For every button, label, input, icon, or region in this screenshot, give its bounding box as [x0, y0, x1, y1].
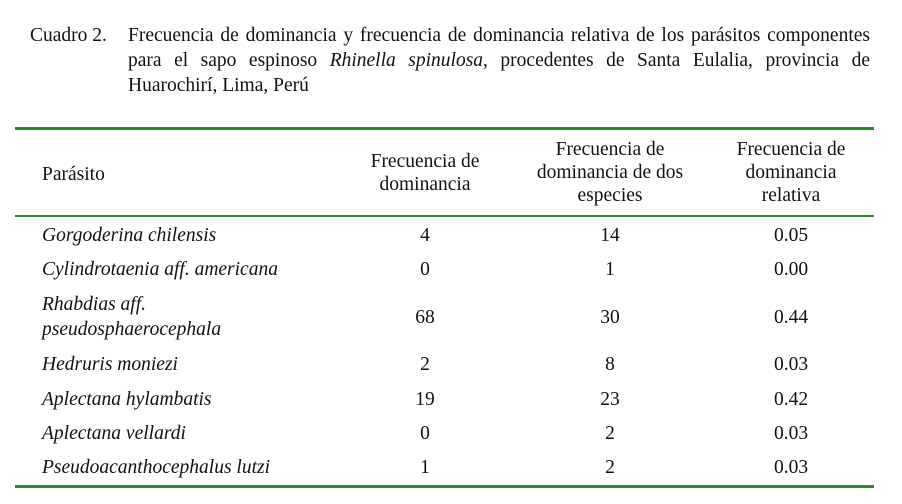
header-line: relativa — [761, 185, 821, 206]
relative-dominance-value: 0.03 — [773, 457, 809, 478]
parasite-name: Pseudoacanthocephalus lutzi — [42, 457, 271, 478]
header-two-species-dominance — [505, 138, 715, 207]
header-dominance-frequency — [340, 150, 510, 196]
dominance-value: 1 — [420, 457, 430, 478]
header-relative-dominance — [705, 138, 877, 207]
relative-dominance-value: 0.00 — [773, 259, 809, 280]
caption-text-after: , procedentes de Santa Eulalia, provincia de Huarochirí, Lima, Perú — [128, 50, 870, 96]
two-species-dominance-value: 14 — [600, 225, 620, 246]
two-species-dominance-value: 30 — [600, 307, 620, 328]
parasite-name: Cylindrotaenia aff. americana — [42, 259, 278, 280]
two-species-dominance-value: 2 — [605, 423, 615, 444]
parasite-name: Aplectana vellardi — [42, 423, 186, 444]
parasite-name: Aplectana hylambatis — [42, 389, 212, 410]
dominance-value: 19 — [415, 389, 435, 410]
header-line: dominancia de dos — [536, 162, 684, 183]
relative-dominance-value: 0.05 — [773, 225, 809, 246]
header-line: Frecuencia de — [736, 139, 846, 160]
header-parasite: Parásito — [42, 164, 105, 185]
header-line: Frecuencia de — [370, 151, 480, 172]
table-top-rule — [15, 127, 874, 130]
two-species-dominance-value: 23 — [600, 389, 620, 410]
parasite-name: Gorgoderina chilensis — [42, 225, 217, 246]
dominance-value: 0 — [420, 259, 430, 280]
header-line: dominancia — [379, 174, 471, 195]
header-line: dominancia — [745, 162, 837, 183]
header-line: Frecuencia de — [555, 139, 665, 160]
caption-label: Cuadro 2. — [30, 25, 107, 46]
relative-dominance-value: 0.44 — [773, 307, 809, 328]
parasite-name: Rhabdias aff. — [42, 294, 147, 315]
parasite-name-continued: pseudosphaerocephala — [42, 319, 222, 340]
two-species-dominance-value: 8 — [605, 354, 615, 375]
header-line: especies — [577, 185, 643, 206]
dominance-value: 68 — [415, 307, 435, 328]
dominance-value: 2 — [420, 354, 430, 375]
relative-dominance-value: 0.42 — [773, 389, 809, 410]
relative-dominance-value: 0.03 — [773, 423, 809, 444]
table-bottom-rule — [15, 485, 874, 488]
two-species-dominance-value: 2 — [605, 457, 615, 478]
caption-text — [128, 23, 870, 98]
caption-text-before: Frecuencia de dominancia y frecuencia de dominancia relativa de los parásitos componentes para el sapo espinoso — [128, 25, 870, 71]
header-separator-rule — [15, 215, 874, 217]
dominance-value: 4 — [420, 225, 430, 246]
parasite-name: Hedruris moniezi — [42, 354, 178, 375]
caption-species: Rhinella spinulosa — [329, 50, 484, 71]
table-caption — [30, 23, 870, 98]
relative-dominance-value: 0.03 — [773, 354, 809, 375]
dominance-value: 0 — [420, 423, 430, 444]
two-species-dominance-value: 1 — [605, 259, 615, 280]
